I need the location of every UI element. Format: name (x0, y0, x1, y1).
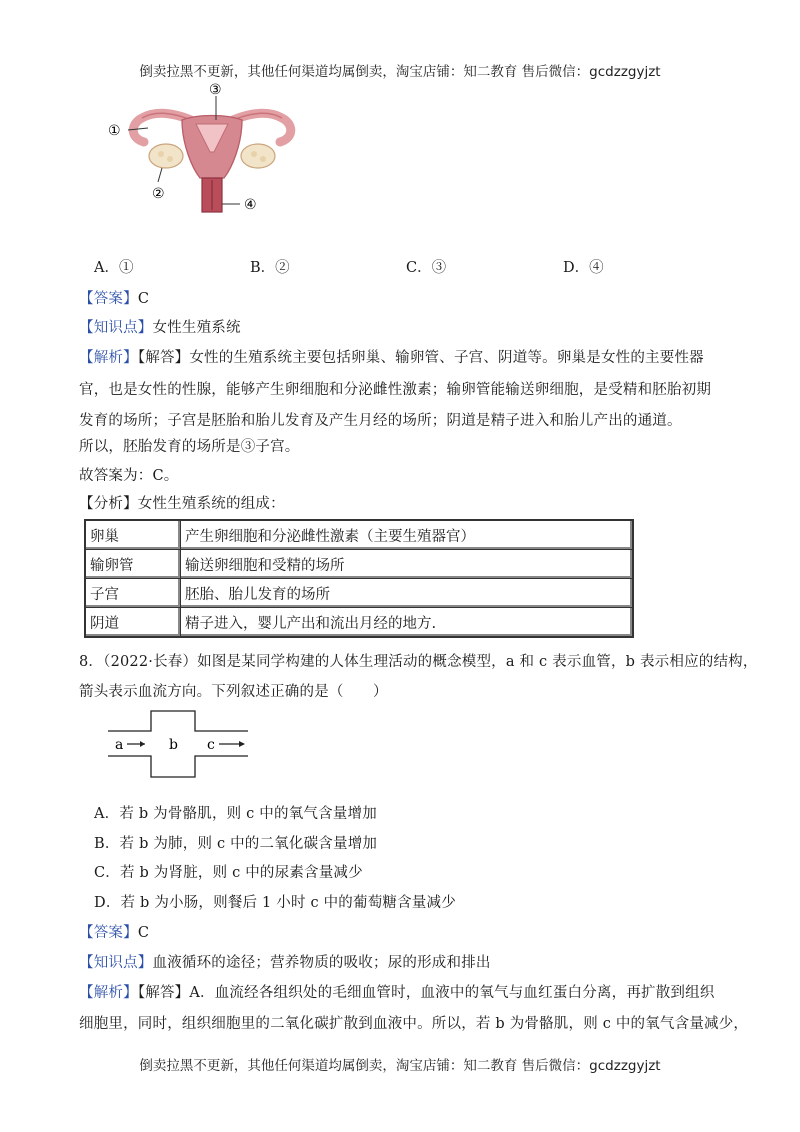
female-reproductive-system-figure (108, 82, 308, 222)
table-cell: 产生卵细胞和分泌雌性激素（主要生殖器官） (181, 520, 634, 550)
q7-answer: 【答案】C (79, 291, 150, 307)
q7-explanation-3: 发育的场所；子宫是胚胎和胎儿发育及产生月经的场所；阴道是精子进入和胎儿产出的通道。 (79, 413, 682, 429)
q7-explanation-5: 故答案为：C。 (79, 468, 179, 484)
q7-option-c: C．③ (406, 260, 447, 276)
q8-stem-1: 8．（2022·长春）如图是某同学构建的人体生理活动的概念模型，a 和 c 表示血管，b 表示相应的结构， (79, 654, 758, 670)
q8-stem-2: 箭头表示血流方向。下列叙述正确的是（ ） (79, 684, 388, 700)
q8-option-b: B．若 b 为肺，则 c 中的二氧化碳含量增加 (94, 836, 378, 852)
blood-flow-concept-diagram (105, 710, 255, 780)
label-2: ② (152, 186, 165, 202)
table-cell: 精子进入，婴儿产出和流出月经的地方. (181, 608, 634, 638)
reproductive-organs-table (84, 519, 634, 638)
table-row (85, 579, 633, 608)
q7-explanation-1: 【解析】【解答】女性的生殖系统主要包括卵巢、输卵管、子宫、阴道等。卵巢是女性的主要性器 (79, 350, 704, 366)
diagram-label-c: c (207, 737, 215, 753)
q7-analysis: 【分析】女性生殖系统的组成： (79, 496, 285, 512)
page-footer: 倒卖拉黑不更新，其他任何渠道均属倒卖，淘宝店铺：知二教育 售后微信：gcdzzgyjzt (139, 1058, 661, 1074)
q8-explanation-1: 【解析】【解答】A．血流经各组织处的毛细血管时，血液中的氧气与血红蛋白分离，再扩散到组织 (79, 985, 715, 1001)
table-row (85, 520, 633, 550)
table-row (85, 608, 633, 638)
label-3: ③ (209, 82, 222, 98)
table-row (85, 550, 633, 579)
table-cell: 阴道 (85, 608, 181, 638)
q7-knowledge-point: 【知识点】女性生殖系统 (79, 320, 241, 336)
label-1: ① (108, 123, 121, 139)
q7-explanation-4: 所以，胚胎发育的场所是③子宫。 (79, 439, 300, 455)
table-cell: 卵巢 (85, 520, 181, 550)
q8-explanation-2: 细胞里，同时，组织细胞里的二氧化碳扩散到血液中。所以，若 b 为骨骼肌，则 c 中的氧气含量减少， (79, 1016, 749, 1032)
q7-option-b: B．② (250, 260, 290, 276)
q8-option-c: C．若 b 为肾脏，则 c 中的尿素含量减少 (94, 865, 363, 881)
diagram-label-a: a (115, 737, 124, 753)
table-cell: 胚胎、胎儿发育的场所 (181, 579, 634, 608)
label-4: ④ (244, 197, 257, 213)
q8-option-d: D．若 b 为小肠，则餐后 1 小时 c 中的葡萄糖含量减少 (94, 895, 456, 911)
table-cell: 子宫 (85, 579, 181, 608)
q8-answer: 【答案】C (79, 925, 150, 941)
table-cell: 输送卵细胞和受精的场所 (181, 550, 634, 579)
page-header: 倒卖拉黑不更新，其他任何渠道均属倒卖，淘宝店铺：知二教育 售后微信：gcdzzgyjzt (139, 64, 661, 80)
diagram-label-b: b (169, 737, 178, 753)
q7-option-d: D．④ (563, 260, 604, 276)
q8-knowledge-point: 【知识点】血液循环的途径；营养物质的吸收；尿的形成和排出 (79, 955, 491, 971)
q7-explanation-2: 官，也是女性的性腺，能够产生卵细胞和分泌雌性激素；输卵管能输送卵细胞，是受精和胚胎初期 (79, 382, 712, 398)
table-cell: 输卵管 (85, 550, 181, 579)
q7-option-a: A．① (94, 260, 134, 276)
q8-option-a: A．若 b 为骨骼肌，则 c 中的氧气含量增加 (94, 806, 377, 822)
